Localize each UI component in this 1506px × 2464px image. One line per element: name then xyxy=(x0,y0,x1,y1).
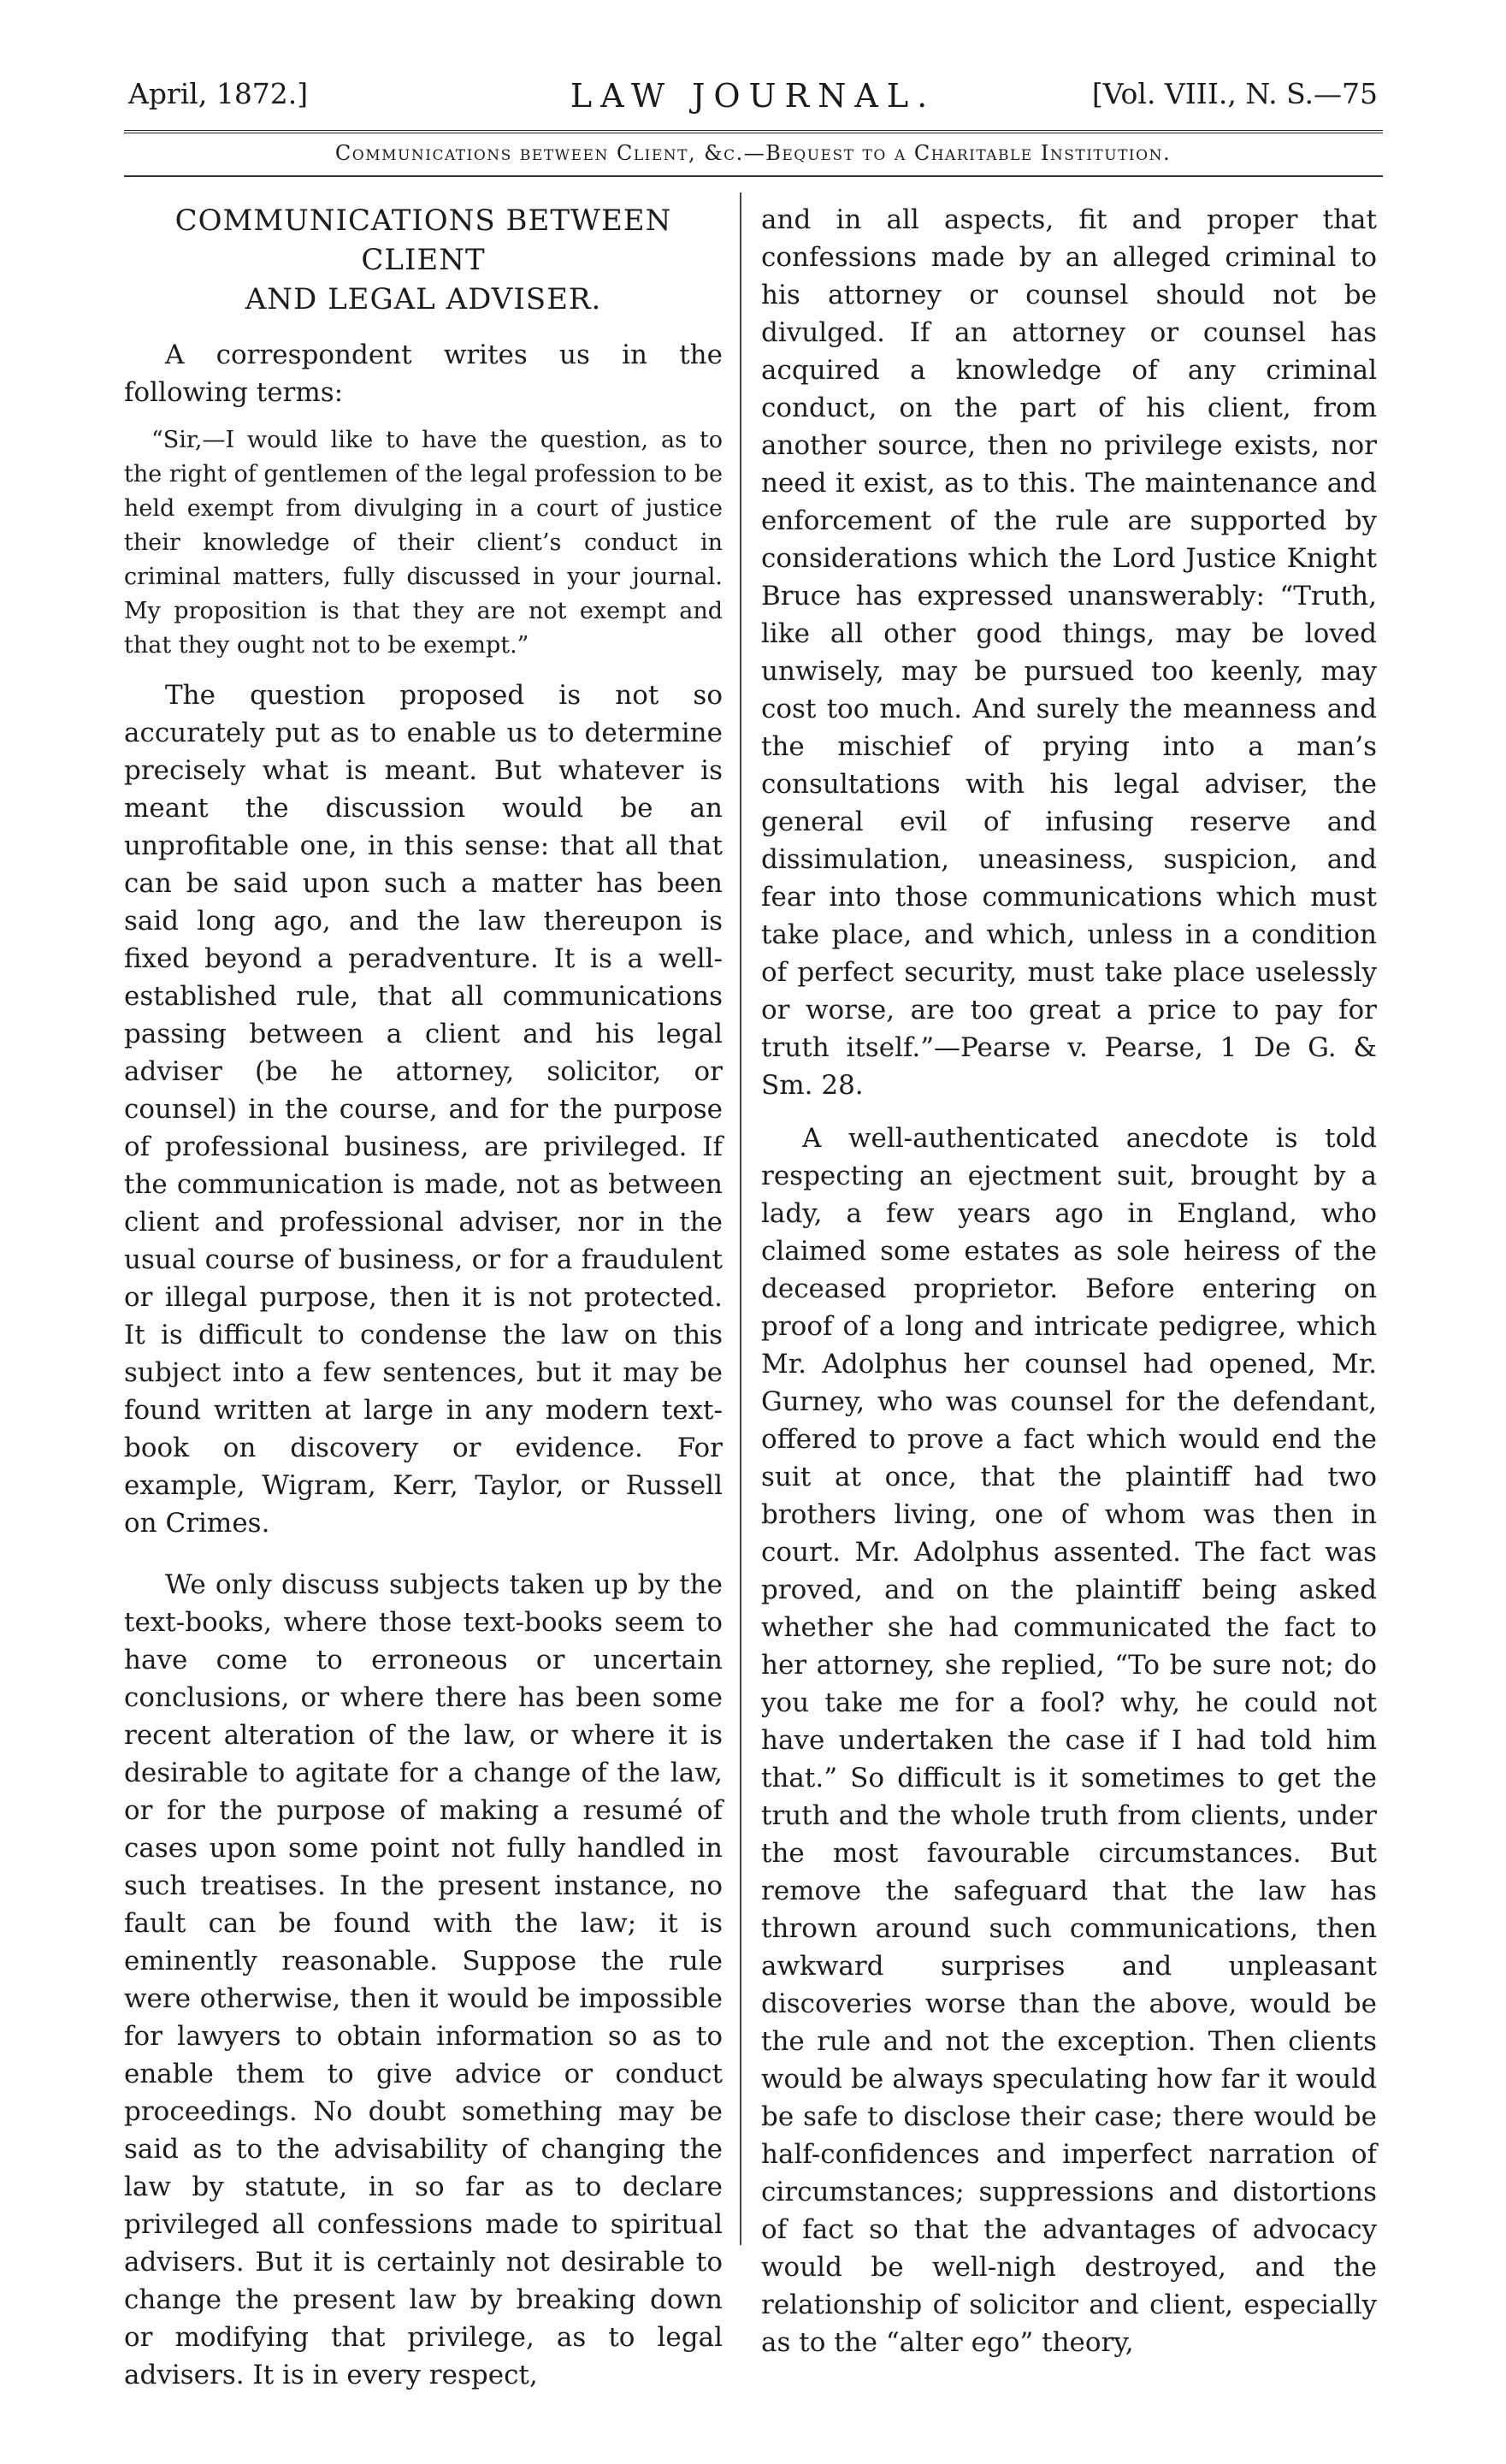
running-head xyxy=(0,77,1506,120)
intro-paragraph: A correspondent writes us in the following terms: xyxy=(124,340,723,408)
article-title-line1: COMMUNICATIONS BETWEEN CLIENT xyxy=(174,204,672,277)
article-title-line2: AND LEGAL ADVISER. xyxy=(245,282,602,316)
volume-page-number: [Vol. VIII., N. S.—75 xyxy=(1091,77,1378,110)
header-rule xyxy=(124,175,1383,177)
issue-date: April, 1872.] xyxy=(128,77,309,110)
paragraph-3: and in all aspects, fit and proper that confessions made by an alleged criminal to his attorney or counsel should not be divulged. If an attorney or counsel has acquired a knowledge of any criminal conduct, on the part of his client, from another source, then no privilege exists, nor need it exist, as to this. The maintenance and enforcement of the rule are supported by considerations which the Lord Justice Knight Bruce has expressed unanswerably: “Truth, like all other good things, may be loved unwisely, may be pursued too keenly, may cost too much. And surely the meanness and the mischief of prying into a man’s consultations with his legal adviser, the general evil of infusing reserve and dissimulation, uneasiness, suspicion, and fear into those communications which must take place, and which, unless in a condition of perfect security, must take place uselessly or worse, are too great a price to pay for truth itself.”—Pearse v. Pearse, 1 De G. & Sm. 28. xyxy=(761,204,1377,1101)
article-title xyxy=(124,201,723,319)
header-double-rule xyxy=(124,130,1383,137)
paragraph-1: The question proposed is not so accurately put as to enable us to determine precisely what is meant. But whatever is meant the discussion would be an unprofitable one, in this sense: that all that can be said upon such a matter has been said long ago, and the law thereupon is fixed beyond a peradventure. It is a well-established rule, that all communications passing between a client and his legal adviser (be he attorney, solicitor, or counsel) in the course, and for the purpose of professional business, are privileged. If the communication is made, not as between client and professional adviser, nor in the usual course of business, or for a fraudulent or illegal purpose, then it is not protected. It is difficult to condense the law on this subject into a few sentences, but it may be found written at large in any modern text-book on discovery or evidence. For example, Wigram, Kerr, Taylor, or Russell on Crimes. xyxy=(124,680,723,1539)
section-subhead: Communications between Client, &c.—Bequest to a Charitable Institution. xyxy=(334,141,1172,165)
journal-title: LAW JOURNAL. xyxy=(570,77,936,115)
column-divider xyxy=(740,192,741,2245)
correspondent-letter: “Sir,—I would like to have the question, as to the right of gentlemen of the legal profession to be held exempt from divulging in a court of justice their knowledge of their client’s conduct in criminal matters, fully discussed in your journal. My proposition is that they are not exempt and that they ought not to be exempt.” xyxy=(124,427,723,659)
paragraph-2: We only discuss subjects taken up by the text-books, where those text-books seem to have come to erroneous or uncertain conclusions, or where there has been some recent alteration of the law, or where it is desirable to agitate for a change of the law, or for the purpose of making a resumé of cases upon some point not fully handled in such treatises. In the present instance, no fault can be found with the law; it is eminently reasonable. Suppose the rule were otherwise, then it would be impossible for lawyers to obtain information so as to enable them to give advice or conduct proceedings. No doubt something may be said as to the advisability of changing the law by statute, in so far as to declare privileged all confessions made to spiritual advisers. But it is certainly not desirable to change the present law by breaking down or modifying that privilege, as to legal advisers. It is in every respect, xyxy=(124,1569,723,2390)
paragraph-4: A well-authenticated anecdote is told respecting an ejectment suit, brought by a lady, a few years ago in England, who claimed some estates as sole heiress of the deceased proprietor. Before entering on proof of a long and intricate pedigree, which Mr. Adolphus her counsel had opened, Mr. Gurney, who was counsel for the defendant, offered to prove a fact which would end the suit at once, that the plaintiff had two brothers living, one of whom was then in court. Mr. Adolphus assented. The fact was proved, and on the plaintiff being asked whether she had communicated the fact to her attorney, she replied, “To be sure not; do you take me for a fool? why, he could not have undertaken the case if I had told him that.” So difficult is it sometimes to get the truth and the whole truth from clients, under the most favourable circumstances. But remove the safeguard that the law has thrown around such communications, then awkward surprises and unpleasant discoveries worse than the above, would be the rule and not the exception. Then clients would be always speculating how far it would be safe to disclose their case; there would be half-confidences and imperfect narration of circumstances; suppressions and distortions of fact so that the advantages of advocacy would be well-nigh destroyed, and the relationship of solicitor and client, especially as to the “alter ego” theory, xyxy=(761,1123,1377,2358)
left-column xyxy=(124,201,723,2394)
right-column xyxy=(761,201,1377,2361)
